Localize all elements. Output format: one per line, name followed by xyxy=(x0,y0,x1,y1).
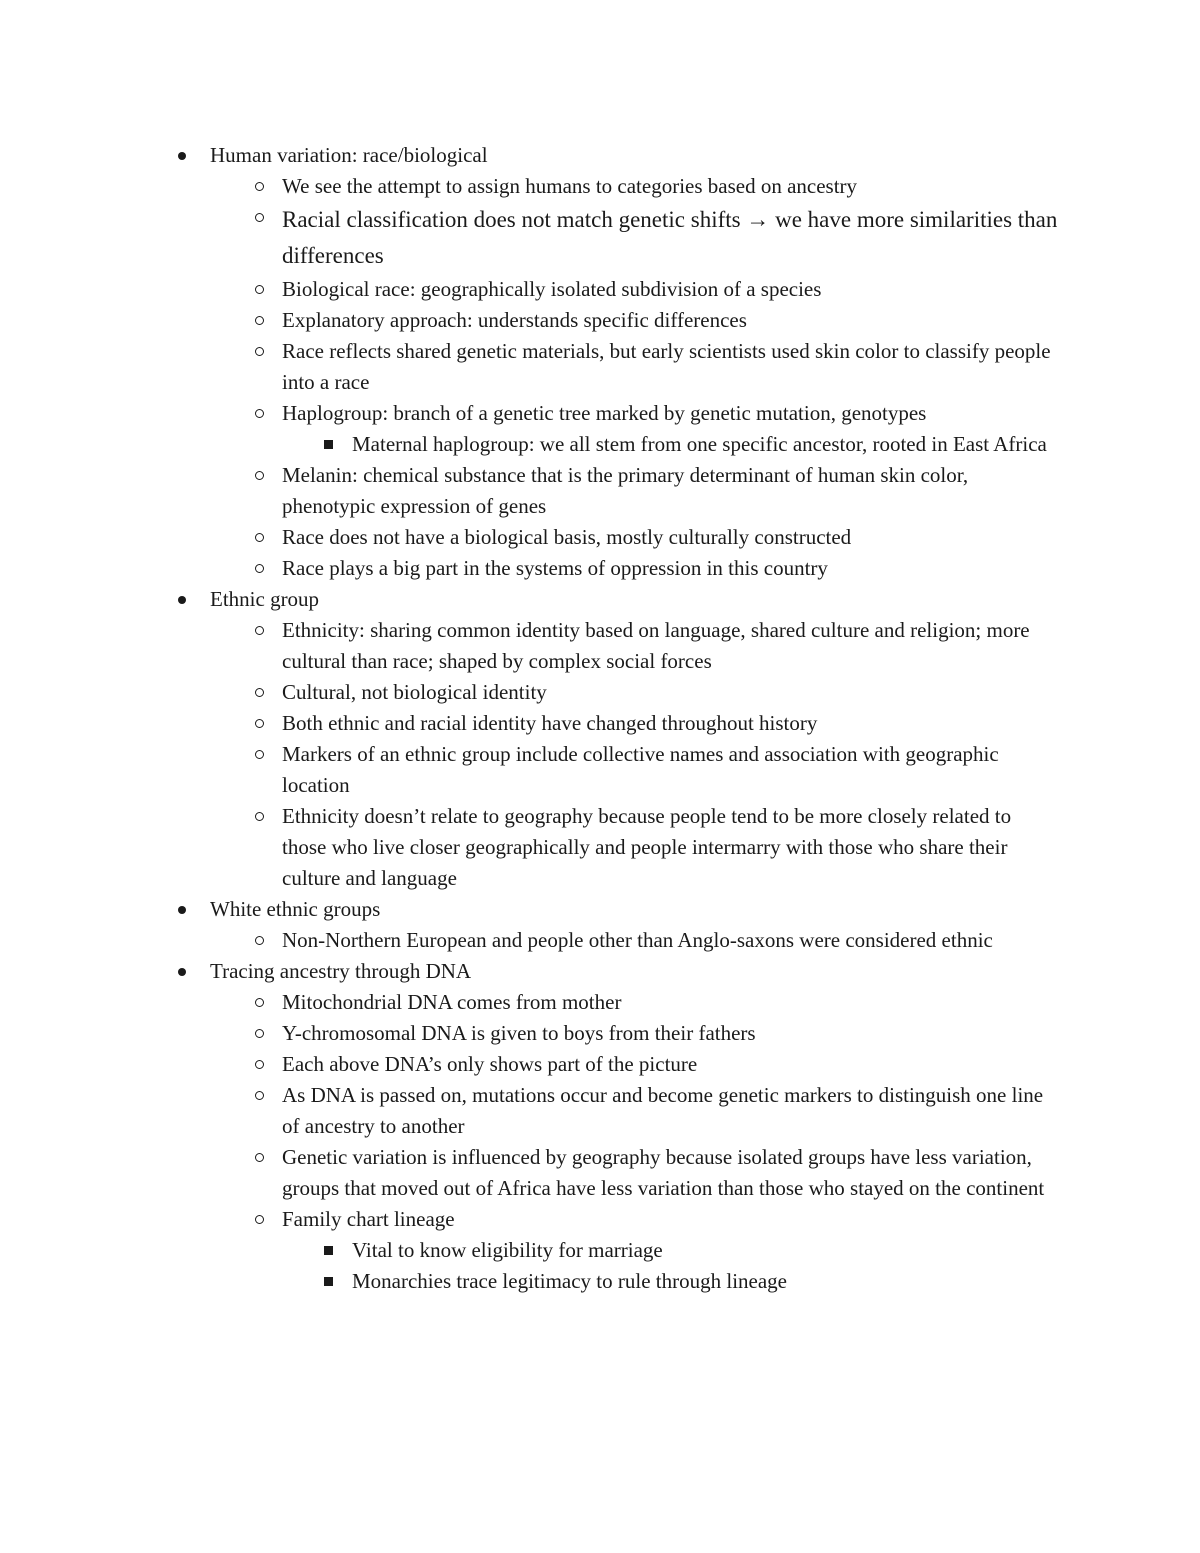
detail-text: Vital to know eligibility for marriage xyxy=(352,1238,663,1262)
detail-text: Maternal haplogroup: we all stem from one specific ancestor, rooted in East Africa xyxy=(352,432,1047,456)
hollow-circle-bullet-icon xyxy=(249,553,269,584)
detail-item xyxy=(352,1235,1060,1266)
subpoint-item xyxy=(282,739,1060,801)
square-bullet-icon xyxy=(318,429,338,460)
section-heading: Tracing ancestry through DNA xyxy=(210,959,472,983)
subpoint-list xyxy=(282,615,1060,894)
filled-dot-bullet-icon xyxy=(172,140,192,171)
hollow-circle-bullet-icon xyxy=(249,801,269,832)
subpoint-item xyxy=(282,708,1060,739)
hollow-circle-bullet-icon xyxy=(249,615,269,646)
section-item xyxy=(0,956,1200,1297)
subpoint-text: Haplogroup: branch of a genetic tree marked by genetic mutation, genotypes xyxy=(282,401,927,425)
subpoint-text: As DNA is passed on, mutations occur and become genetic markers to distinguish one line of ancestry to another xyxy=(282,1083,1044,1138)
subpoint-item xyxy=(282,925,1060,956)
subpoint-text: Mitochondrial DNA comes from mother xyxy=(282,990,622,1014)
hollow-circle-bullet-icon xyxy=(249,1049,269,1080)
subpoint-list xyxy=(282,925,1060,956)
subpoint-item xyxy=(282,615,1060,677)
filled-dot-bullet-icon xyxy=(172,956,192,987)
subpoint-text: Ethnicity doesn’t relate to geography because people tend to be more closely related to those who live closer geographically and people intermarry with those who share their culture and language xyxy=(282,804,1012,890)
hollow-circle-bullet-icon xyxy=(249,305,269,336)
subpoint-text: Cultural, not biological identity xyxy=(282,680,547,704)
hollow-circle-bullet-icon xyxy=(249,274,269,305)
subpoint-text: Biological race: geographically isolated subdivision of a species xyxy=(282,277,822,301)
subpoint-item xyxy=(282,171,1060,202)
detail-item xyxy=(352,429,1060,460)
subpoint-text: Race reflects shared genetic materials, but early scientists used skin color to classify people into a race xyxy=(282,339,1051,394)
subpoint-item xyxy=(282,553,1060,584)
hollow-circle-bullet-icon xyxy=(249,522,269,553)
hollow-circle-bullet-icon xyxy=(249,398,269,429)
hollow-circle-bullet-icon xyxy=(249,171,269,202)
detail-item xyxy=(352,1266,1060,1297)
subpoint-item xyxy=(282,336,1060,398)
square-bullet-icon xyxy=(318,1266,338,1297)
section-item xyxy=(0,140,1200,584)
hollow-circle-bullet-icon xyxy=(249,460,269,491)
hollow-circle-bullet-icon xyxy=(249,1080,269,1111)
detail-list xyxy=(352,429,1060,460)
subpoint-item xyxy=(282,801,1060,894)
hollow-circle-bullet-icon xyxy=(249,739,269,770)
subpoint-text: Ethnicity: sharing common identity based on language, shared culture and religion; more cultural than race; shaped by complex social forces xyxy=(282,618,1030,673)
filled-dot-bullet-icon xyxy=(172,894,192,925)
subpoint-item xyxy=(282,202,1060,274)
section-item xyxy=(0,894,1200,956)
section-heading: Ethnic group xyxy=(210,587,320,611)
hollow-circle-bullet-icon xyxy=(249,708,269,739)
square-bullet-icon xyxy=(318,1235,338,1266)
subpoint-list xyxy=(282,987,1060,1297)
subpoint-text: Y-chromosomal DNA is given to boys from their fathers xyxy=(282,1021,756,1045)
subpoint-item xyxy=(282,522,1060,553)
subpoint-text: Melanin: chemical substance that is the primary determinant of human skin color, phenotypic expression of genes xyxy=(282,463,969,518)
subpoint-item xyxy=(282,460,1060,522)
subpoint-item xyxy=(282,1018,1060,1049)
subpoint-item xyxy=(282,1049,1060,1080)
hollow-circle-bullet-icon xyxy=(249,677,269,708)
subpoint-text: Explanatory approach: understands specific differences xyxy=(282,308,747,332)
subpoint-text: We see the attempt to assign humans to categories based on ancestry xyxy=(282,174,858,198)
section-heading: Human variation: race/biological xyxy=(210,143,488,167)
subpoint-text: Race plays a big part in the systems of oppression in this country xyxy=(282,556,828,580)
section-heading: White ethnic groups xyxy=(210,897,381,921)
hollow-circle-bullet-icon xyxy=(249,1142,269,1173)
subpoint-text: Genetic variation is influenced by geography because isolated groups have less variation, groups that moved out of Africa have less variation than those who stayed on the continent xyxy=(282,1145,1045,1200)
section-item xyxy=(0,584,1200,894)
notes-page xyxy=(0,140,1200,1297)
subpoint-text: Markers of an ethnic group include collective names and association with geographic location xyxy=(282,742,999,797)
hollow-circle-bullet-icon xyxy=(249,202,269,233)
subpoint-text: Family chart lineage xyxy=(282,1207,455,1231)
hollow-circle-bullet-icon xyxy=(249,1204,269,1235)
subpoint-item xyxy=(282,1142,1060,1204)
detail-list xyxy=(352,1235,1060,1297)
hollow-circle-bullet-icon xyxy=(249,336,269,367)
hollow-circle-bullet-icon xyxy=(249,1018,269,1049)
subpoint-item xyxy=(282,398,1060,460)
outline-list xyxy=(0,140,1200,1297)
subpoint-item xyxy=(282,305,1060,336)
hollow-circle-bullet-icon xyxy=(249,925,269,956)
detail-text: Monarchies trace legitimacy to rule through lineage xyxy=(352,1269,788,1293)
subpoint-text: Race does not have a biological basis, mostly culturally constructed xyxy=(282,525,852,549)
subpoint-item xyxy=(282,274,1060,305)
subpoint-text: Each above DNA’s only shows part of the picture xyxy=(282,1052,698,1076)
subpoint-list xyxy=(282,171,1060,584)
subpoint-text: Racial classification does not match genetic shifts → we have more similarities than differences xyxy=(282,207,1058,268)
subpoint-item xyxy=(282,1080,1060,1142)
filled-dot-bullet-icon xyxy=(172,584,192,615)
subpoint-text: Non-Northern European and people other than Anglo-saxons were considered ethnic xyxy=(282,928,993,952)
subpoint-item xyxy=(282,987,1060,1018)
subpoint-text: Both ethnic and racial identity have changed throughout history xyxy=(282,711,818,735)
subpoint-item xyxy=(282,677,1060,708)
hollow-circle-bullet-icon xyxy=(249,987,269,1018)
subpoint-item xyxy=(282,1204,1060,1297)
